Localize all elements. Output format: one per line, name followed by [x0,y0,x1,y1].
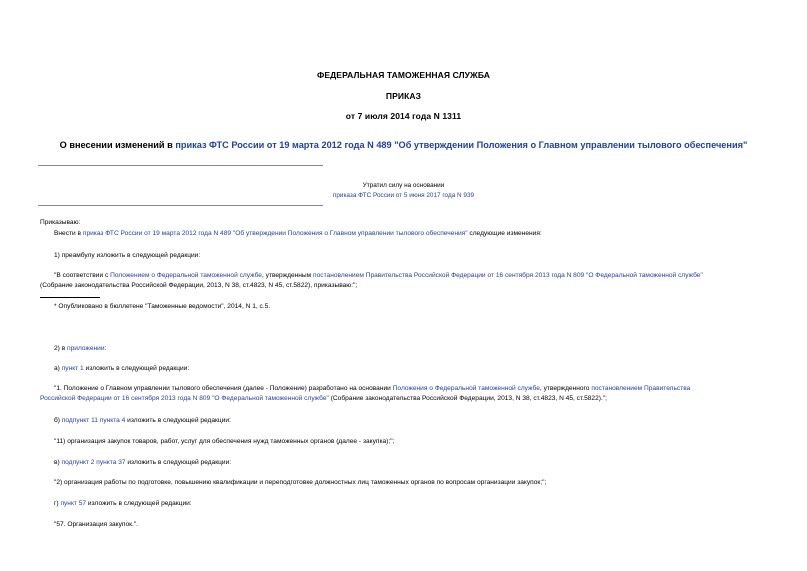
doc-type: ПРИКАЗ [385,91,422,101]
quote-a-line-2 [40,394,607,404]
item-2-suffix: : [104,345,107,352]
status-line: Утратил силу на основании [362,182,445,189]
intro-prefix: Внести в [54,230,83,237]
doc-date-number: от 7 июля 2014 года N 1311 [345,111,462,121]
quote-1-link-1[interactable]: Положением о Федеральной таможенной службе [110,272,262,279]
item-b-suffix: изложить в следующей редакции: [125,417,231,424]
doc-title-prefix: О внесении изменений в [59,140,176,150]
item-g-link[interactable]: пункт 57 [60,500,87,507]
status-note [0,181,807,201]
item-g-prefix: г) [54,500,61,507]
orders-label: Приказываю: [40,219,81,226]
quote-a-line-1 [54,384,690,394]
item-1: 1) преамбулу изложить в следующей редакции: [54,252,201,259]
doc-title [0,140,807,150]
item-a [54,364,189,374]
divider-top [38,165,323,166]
quote-a-text-a: "1. Положение о Главном управлении тылового обеспечения (далее - Положение) разработано на основании [54,385,393,392]
item-2-prefix: 2) в [54,345,68,352]
item-g-suffix: изложить в следующей редакции: [86,500,192,507]
quote-1-text-a: "В соответствии с [54,272,111,279]
quote-g: "57. Организация закупок.". [54,521,139,528]
quote-b: "11) организация закупок товаров, работ, услуг для обеспечения нужд таможенных органов (далее - закупка);"; [54,438,395,445]
item-a-suffix: изложить в следующей редакции: [83,365,190,372]
item-v-suffix: изложить в следующей редакции: [125,459,232,466]
item-v-prefix: в) [54,459,62,466]
intro-link[interactable]: приказ ФТС России от 19 марта 2012 года N 489 "Об утверждении Положения о Главном управлении тылового обеспечения" [82,230,468,237]
intro-paragraph [54,229,542,239]
item-b-prefix: б) [54,417,62,424]
quote-a-link-2a[interactable]: постановлением Правительства [591,385,691,392]
quote-a-link-1[interactable]: Положения о Федеральной таможенной службе [392,385,540,392]
intro-suffix: следующие изменения: [467,230,542,237]
item-g [54,499,192,509]
item-a-prefix: а) [54,365,62,372]
status-link[interactable]: приказа ФТС России от 5 июня 2017 года N 939 [332,192,475,199]
quote-1-text-b: , утвержденным [261,272,314,279]
doc-title-link[interactable]: приказ ФТС России от 19 марта 2012 года N 489 "Об утверждении Положения о Главном управлении тылового обеспечения" [175,140,748,150]
quote-1-link-2[interactable]: постановлением Правительства Российской Федерации от 16 сентября 2013 года N 809 "О Федеральной таможенной службе" [313,272,703,279]
quote-a-text-b: , утвержденного [539,385,592,392]
quote-1-line-1 [54,271,703,281]
quote-a-text-c: (Собрание законодательства Российской Федерации, 2013, N 38, ст.4823, N 45, ст.5822)."; [328,395,607,402]
quote-a-link-2b[interactable]: Российской Федерации от 16 сентября 2013 года N 809 "О Федеральной таможенной службе" [40,395,329,402]
item-b [54,416,231,426]
item-v [54,458,231,468]
footnote: * Опубликовано в бюллетене "Таможенные ведомости", 2014, N 1, с.5. [54,303,271,310]
item-v-link[interactable]: подпункт 2 пункта 37 [61,459,126,466]
item-2-link[interactable]: приложении [67,345,105,352]
footnote-separator [40,297,100,298]
item-a-link[interactable]: пункт 1 [61,365,84,372]
divider-bottom [38,205,323,206]
agency-name: ФЕДЕРАЛЬНАЯ ТАМОЖЕННАЯ СЛУЖБА [317,70,490,80]
quote-v: "2) организация работы по подготовке, повышению квалификации и переподготовке должностных лиц таможенных органов по вопросам организации закупок;"; [54,479,547,486]
item-b-link[interactable]: подпункт 11 пункта 4 [61,417,126,424]
quote-1-line-2: (Собрание законодательства Российской Федерации, 2013, N 38, ст.4823, N 45, ст.5822), приказываю:"; [40,282,358,289]
item-2 [54,344,106,354]
